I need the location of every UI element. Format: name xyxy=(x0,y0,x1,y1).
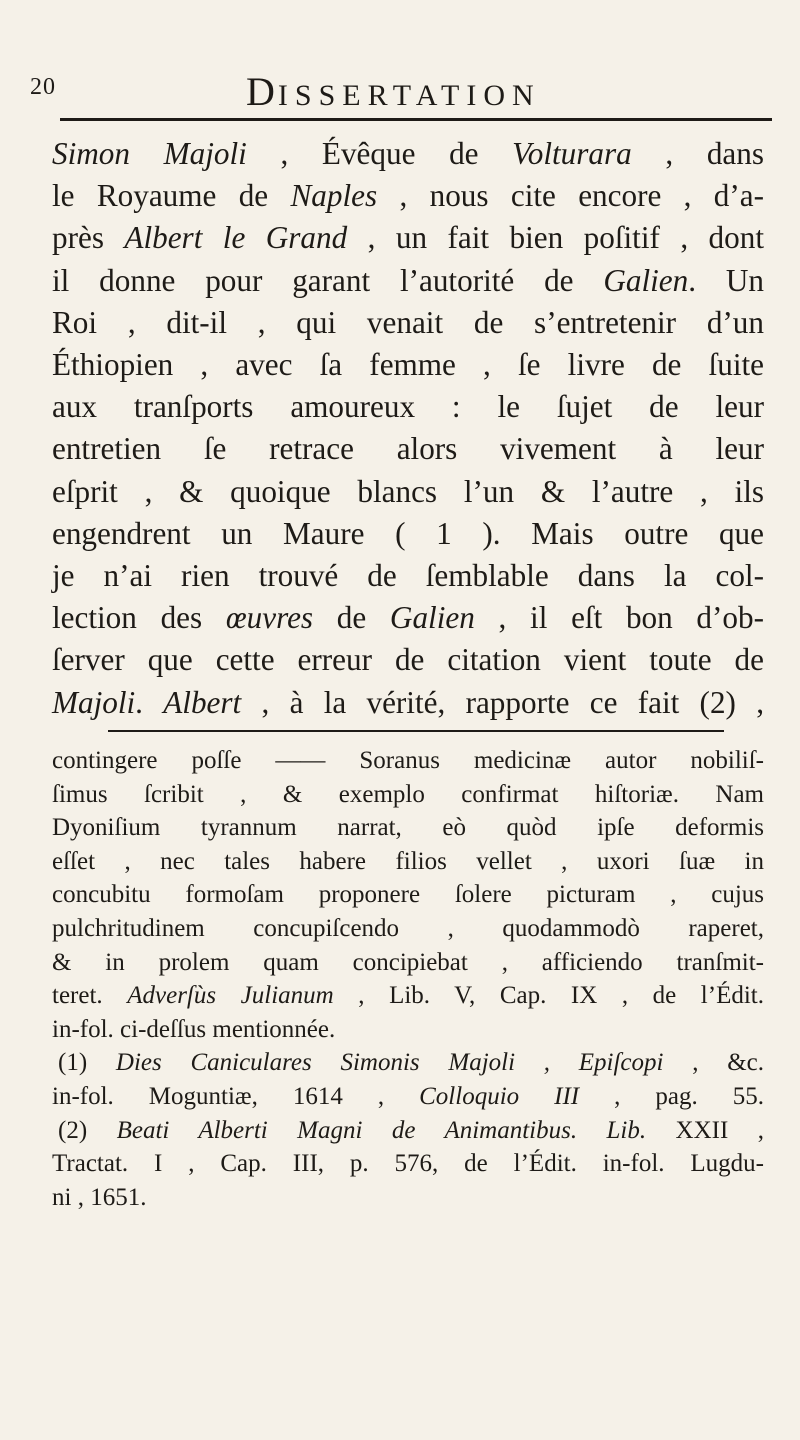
footnote-rule xyxy=(108,730,724,732)
text-run: (1) xyxy=(58,1049,116,1077)
text-run: concubitu formoſam proponere ſolere picturam , cujus xyxy=(52,881,764,909)
page-number: 20 xyxy=(30,74,56,100)
text-run: teret. xyxy=(52,982,128,1010)
italic-text: Albert xyxy=(163,684,242,720)
italic-text: Naples xyxy=(290,178,378,214)
text-run: . Un xyxy=(688,262,764,298)
text-run: (2) xyxy=(58,1116,117,1144)
italic-text: Volturara xyxy=(512,136,632,171)
header-rule xyxy=(60,118,772,121)
italic-text: Adverſùs Julianum xyxy=(127,982,334,1010)
notes-lines-line xyxy=(52,946,764,980)
text-run: , pag. 55. xyxy=(579,1082,764,1110)
text-run: XXII , xyxy=(646,1116,764,1144)
text-run: , à la vérité, rapporte ce fait (2) , xyxy=(241,684,764,720)
text-run: Roi , dit-il , qui venait de s’entretenir d’un xyxy=(52,304,764,340)
italic-text: œuvres xyxy=(225,600,314,636)
notes-lines-line xyxy=(52,912,764,946)
italic-text: Dies Caniculares Simonis Majoli , Epiſcopi xyxy=(115,1049,664,1077)
main-lines-line xyxy=(52,133,764,175)
text-run: entretien ſe retrace alors vivement à leur xyxy=(52,431,764,467)
text-run: , dans xyxy=(631,136,765,171)
main-lines-line xyxy=(52,639,764,681)
text-run: , Lib. V, Cap. IX , de l’Édit. xyxy=(333,982,764,1010)
main-lines-line xyxy=(52,260,764,302)
text-run: ſerver que cette erreur de citation vient toute de xyxy=(52,642,764,678)
running-title-rest: ISSERTATION xyxy=(277,79,541,112)
main-lines-line xyxy=(52,386,764,428)
text-run: engendrent un Maure ( 1 ). Mais outre que xyxy=(52,515,764,551)
text-run: eſſet , nec tales habere filios vellet , uxori ſuæ in xyxy=(52,847,764,875)
notes-lines-line xyxy=(52,744,764,778)
notes-lines-line xyxy=(52,811,764,845)
notes-lines-line xyxy=(52,1080,764,1114)
notes-lines-line xyxy=(52,1013,764,1047)
main-lines-line xyxy=(52,471,764,513)
text-run: lection des xyxy=(52,600,226,636)
text-run: ni , 1651. xyxy=(52,1183,147,1211)
text-run: le Royaume de xyxy=(52,178,291,214)
notes-lines-line xyxy=(52,1114,764,1148)
text-run: , il eſt bon d’ob- xyxy=(474,600,764,636)
text-run: , Évêque de xyxy=(246,136,513,171)
running-title-initial: D xyxy=(246,69,278,114)
notes-lines-line xyxy=(52,845,764,879)
italic-text: Colloquio III xyxy=(419,1082,580,1110)
main-lines-line xyxy=(52,555,764,597)
italic-text: Beati Alberti Magni de Animantibus. Lib. xyxy=(116,1116,647,1144)
text-run: pulchritudinem concupiſcendo , quodammodò raperet, xyxy=(52,914,764,942)
main-lines-line xyxy=(52,175,764,217)
running-title xyxy=(246,68,541,115)
text-run: Tractat. I , Cap. III, p. 576, de l’Édit. in-fol. Lugdu- xyxy=(52,1150,764,1178)
text-run: , un fait bien poſitif , dont xyxy=(347,220,765,256)
main-lines-line xyxy=(52,344,764,386)
text-run: de xyxy=(313,600,390,636)
italic-text: Simon Majoli xyxy=(52,136,247,171)
footnotes xyxy=(52,744,764,1214)
text-run: il donne pour garant l’autorité de xyxy=(52,262,604,298)
italic-text: Albert le Grand xyxy=(124,220,348,256)
main-text xyxy=(52,133,764,724)
notes-lines-line xyxy=(52,1181,764,1215)
text-run: contingere poſſe —— Soranus medicinæ autor nobiliſ- xyxy=(52,747,764,774)
notes-lines-line xyxy=(52,778,764,812)
italic-text: Majoli xyxy=(52,684,136,720)
text-run: . xyxy=(135,684,164,720)
notes-lines-line xyxy=(52,979,764,1013)
text-run: in-fol. Moguntiæ, 1614 , xyxy=(52,1082,420,1110)
text-run: in-fol. ci-deſſus mentionnée. xyxy=(52,1015,336,1043)
text-run: , nous cite encore , d’a- xyxy=(377,178,764,214)
page-header xyxy=(30,58,770,114)
main-lines-line xyxy=(52,682,764,724)
italic-text: Galien xyxy=(603,262,689,298)
italic-text: Galien xyxy=(389,600,475,636)
text-run: Dyoniſium tyrannum narrat, eò quòd ipſe deformis xyxy=(52,814,764,842)
notes-lines-line xyxy=(52,878,764,912)
main-lines-line xyxy=(52,597,764,639)
main-lines-line xyxy=(52,217,764,259)
main-lines-line xyxy=(52,513,764,555)
text-run: je n’ai rien trouvé de ſemblable dans la col- xyxy=(52,558,764,594)
text-run: Éthiopien , avec ſa femme , ſe livre de ſuite xyxy=(52,347,764,383)
main-lines-line xyxy=(52,302,764,344)
notes-lines-line xyxy=(52,1046,764,1080)
main-lines-line xyxy=(52,428,764,470)
text-run: près xyxy=(52,220,125,256)
text-run: eſprit , & quoique blancs l’un & l’autre , ils xyxy=(52,473,764,509)
text-run: , &c. xyxy=(663,1049,764,1077)
text-run: aux tranſports amoureux : le ſujet de leur xyxy=(52,389,764,425)
text-run: ſimus ſcribit , & exemplo confirmat hiſtoriæ. Nam xyxy=(52,780,764,808)
notes-lines-line xyxy=(52,1147,764,1181)
text-run: & in prolem quam concipiebat , afficiendo tranſmit- xyxy=(52,948,764,976)
